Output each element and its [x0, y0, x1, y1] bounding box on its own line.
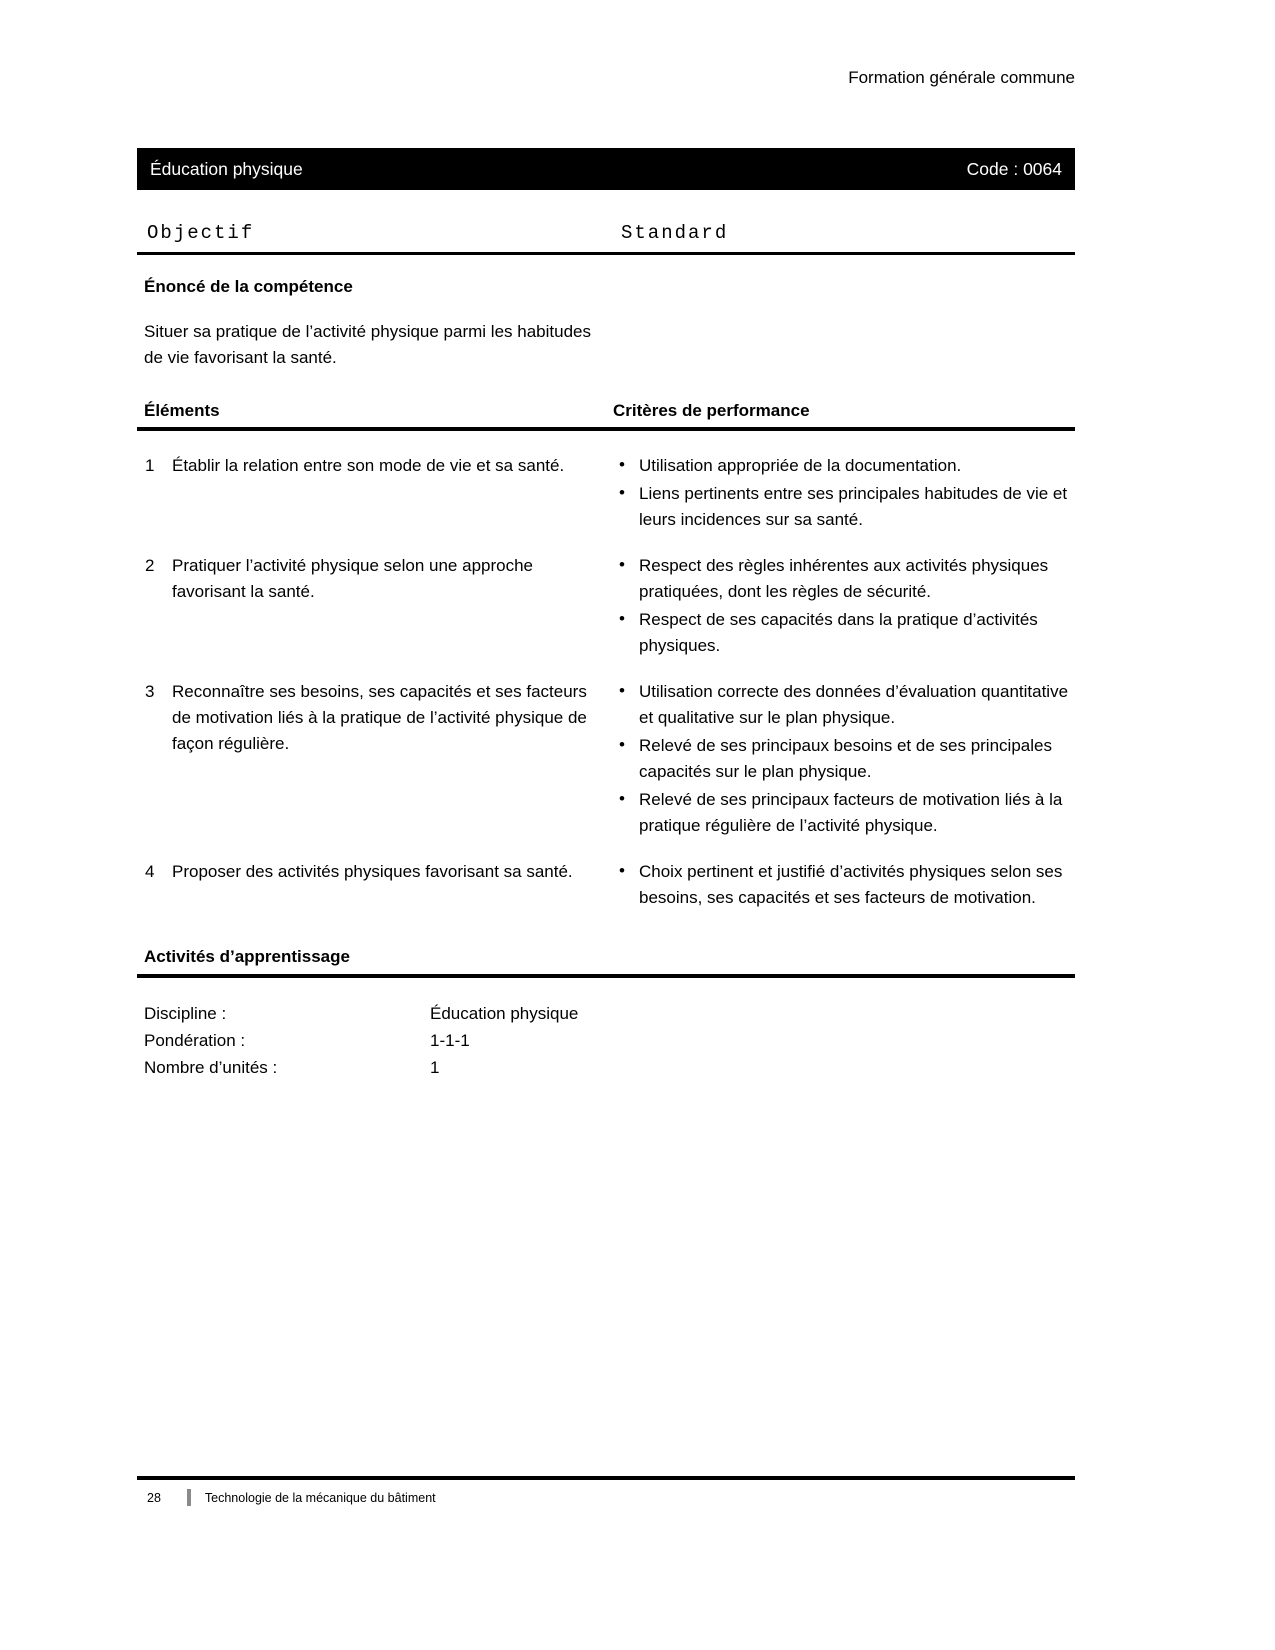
course-code: Code : 0064 [966, 158, 1062, 179]
course-title: Éducation physique [150, 158, 303, 179]
standard-header: Standard [621, 222, 729, 244]
element-text: Pratiquer l’activité physique selon une approche favorisant la santé. [172, 556, 534, 601]
page-footer [137, 1489, 1075, 1506]
field-label: Pondération : [144, 1031, 246, 1050]
field-value: 1 [430, 1058, 440, 1077]
bullet-icon: • [619, 555, 625, 574]
activities-rule [137, 974, 1075, 978]
page-content [137, 222, 1075, 1081]
criteria-item [613, 859, 1075, 911]
criteria-text: Respect des règles inhérentes aux activités physiques pratiquées, dont les règles de sécurité. [639, 556, 1049, 601]
bullet-icon: • [619, 455, 625, 474]
criteria-list [613, 859, 1075, 913]
footer-rule [137, 1476, 1075, 1480]
footer-divider [187, 1489, 191, 1506]
criteria-item [613, 733, 1075, 785]
element-text: Reconnaître ses besoins, ses capacités et ses facteurs de motivation liés à la pratique de l’activité physique de façon régulière. [172, 682, 587, 753]
element-number: 4 [145, 862, 155, 881]
field-value: 1-1-1 [430, 1031, 470, 1050]
criteria-list [613, 453, 1075, 535]
activities-heading: Activités d’apprentissage [144, 947, 350, 966]
bullet-icon: • [619, 609, 625, 628]
field-label: Nombre d’unités : [144, 1058, 278, 1077]
criteria-list [613, 679, 1075, 841]
competence-heading: Énoncé de la compétence [144, 277, 353, 296]
bullet-icon: • [619, 483, 625, 502]
element-row [137, 453, 1075, 535]
objectif-header: Objectif [147, 222, 255, 244]
activities-section [137, 947, 1075, 978]
activities-fields [144, 1000, 1075, 1081]
objective-standard-headers [137, 222, 1075, 252]
field-value: Éducation physique [430, 1004, 579, 1023]
field-row [144, 1054, 1075, 1081]
criteria-item [613, 679, 1075, 731]
criteria-text: Utilisation correcte des données d’évaluation quantitative et qualitative sur le plan physique. [639, 682, 1069, 727]
field-label: Discipline : [144, 1004, 227, 1023]
criteria-text: Liens pertinents entre ses principales habitudes de vie et leurs incidences sur sa santé. [639, 484, 1068, 529]
element-text: Proposer des activités physiques favorisant sa santé. [172, 862, 573, 881]
criteria-item [613, 453, 1075, 479]
running-header: Formation générale commune [848, 68, 1075, 87]
element-number: 1 [145, 456, 155, 475]
elements-table [137, 453, 1075, 913]
criteria-item [613, 607, 1075, 659]
element-row [137, 679, 1075, 841]
criteria-item [613, 787, 1075, 839]
competence-statement: Situer sa pratique de l’activité physique parmi les habitudes de vie favorisant la santé. [144, 322, 591, 367]
bullet-icon: • [619, 681, 625, 700]
element-number: 3 [145, 682, 155, 701]
criteria-item [613, 481, 1075, 533]
elements-header: Éléments [144, 401, 220, 420]
element-number: 2 [145, 556, 155, 575]
field-row [144, 1000, 1075, 1027]
bullet-icon: • [619, 861, 625, 880]
criteria-list [613, 553, 1075, 661]
bullet-icon: • [619, 735, 625, 754]
field-row [144, 1027, 1075, 1054]
element-row [137, 859, 1075, 913]
criteria-text: Relevé de ses principaux facteurs de motivation liés à la pratique régulière de l’activité physique. [639, 790, 1063, 835]
footer-text: Technologie de la mécanique du bâtiment [204, 1490, 436, 1505]
element-row [137, 553, 1075, 661]
course-title-bar [137, 148, 1075, 190]
criteria-text: Choix pertinent et justifié d’activités physiques selon ses besoins, ses capacités et ses facteurs de motivation. [639, 862, 1063, 907]
criteria-text: Utilisation appropriée de la documentation. [639, 456, 962, 475]
criteria-text: Relevé de ses principaux besoins et de ses principales capacités sur le plan physique. [639, 736, 1052, 781]
bullet-icon: • [619, 789, 625, 808]
header-rule [137, 252, 1075, 255]
element-text: Établir la relation entre son mode de vie et sa santé. [172, 456, 565, 475]
table-header-rule [137, 427, 1075, 431]
page-number: 28 [147, 1490, 161, 1505]
criteria-item [613, 553, 1075, 605]
criteres-header: Critères de performance [613, 401, 810, 420]
criteria-text: Respect de ses capacités dans la pratique d’activités physiques. [639, 610, 1038, 655]
table-headers [137, 401, 1075, 427]
